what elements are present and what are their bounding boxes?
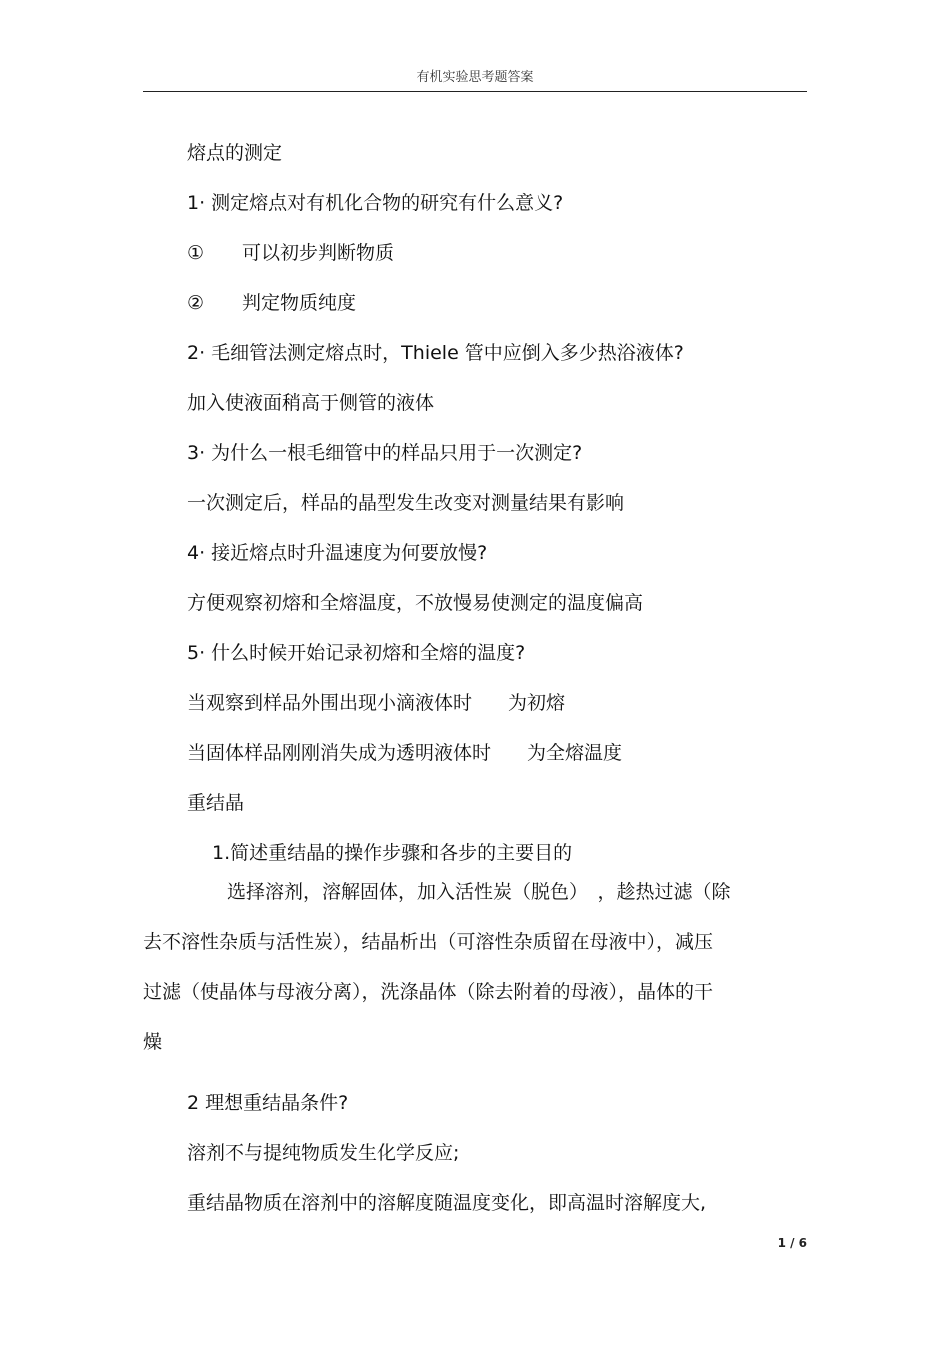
section-title-melting-point: 熔点的测定 — [187, 142, 283, 164]
question-2: 2· 毛细管法测定熔点时，Thiele 管中应倒入多少热浴液体? — [187, 342, 684, 364]
answer-paragraph-line: 燥 — [143, 1031, 163, 1053]
answer-5-line-1-label: 为初熔 — [508, 692, 566, 714]
document-body — [187, 128, 807, 878]
recrystallization-answer-2-line-1: 溶剂不与提纯物质发生化学反应; — [187, 1142, 460, 1164]
question-5: 5· 什么时候开始记录初熔和全熔的温度? — [187, 642, 526, 664]
answer-5-line-2-label: 为全熔温度 — [527, 742, 623, 764]
recrystallization-answer-1 — [143, 867, 807, 1067]
answer-2: 加入使液面稍高于侧管的液体 — [187, 392, 435, 414]
answer-paragraph-line: 去不溶性杂质与活性炭），结晶析出（可溶性杂质留在母液中），减压 — [143, 931, 714, 953]
answer-paragraph-line: 选择溶剂，溶解固体，加入活性炭（脱色） ，趁热过滤（除 — [227, 881, 731, 903]
answer-5-line-2 — [187, 728, 807, 778]
answer-3: 一次测定后，样品的晶型发生改变对测量结果有影响 — [187, 492, 625, 514]
answer-5-line-1-text: 当观察到样品外围出现小滴液体时 — [187, 692, 473, 714]
answer-5-line-2-text: 当固体样品刚刚消失成为透明液体时 — [187, 742, 492, 764]
recrystallization-question-1: 1.简述重结晶的操作步骤和各步的主要目的 — [212, 842, 573, 864]
question-1: 1· 测定熔点对有机化合物的研究有什么意义? — [187, 192, 564, 214]
document-body-continued — [187, 1078, 807, 1228]
answer-1-item-1: ① 可以初步判断物质 — [187, 242, 395, 264]
answer-5-line-1 — [187, 678, 807, 728]
recrystallization-answer-2-line-2: 重结晶物质在溶剂中的溶解度随温度变化，即高温时溶解度大, — [187, 1192, 707, 1214]
header-divider — [143, 91, 807, 92]
answer-paragraph-line: 过滤（使晶体与母液分离），洗涤晶体（除去附着的母液），晶体的干 — [143, 981, 714, 1003]
answer-1-item-2: ② 判定物质纯度 — [187, 292, 357, 314]
question-3: 3· 为什么一根毛细管中的样品只用于一次测定? — [187, 442, 583, 464]
page-number: 1 / 6 — [777, 1236, 807, 1250]
question-4: 4· 接近熔点时升温速度为何要放慢? — [187, 542, 488, 564]
answer-4: 方便观察初熔和全熔温度，不放慢易使测定的温度偏高 — [187, 592, 644, 614]
running-header: 有机实验思考题答案 — [416, 70, 534, 85]
section-title-recrystallization: 重结晶 — [187, 792, 245, 814]
recrystallization-question-2: 2 理想重结晶条件? — [187, 1092, 349, 1114]
